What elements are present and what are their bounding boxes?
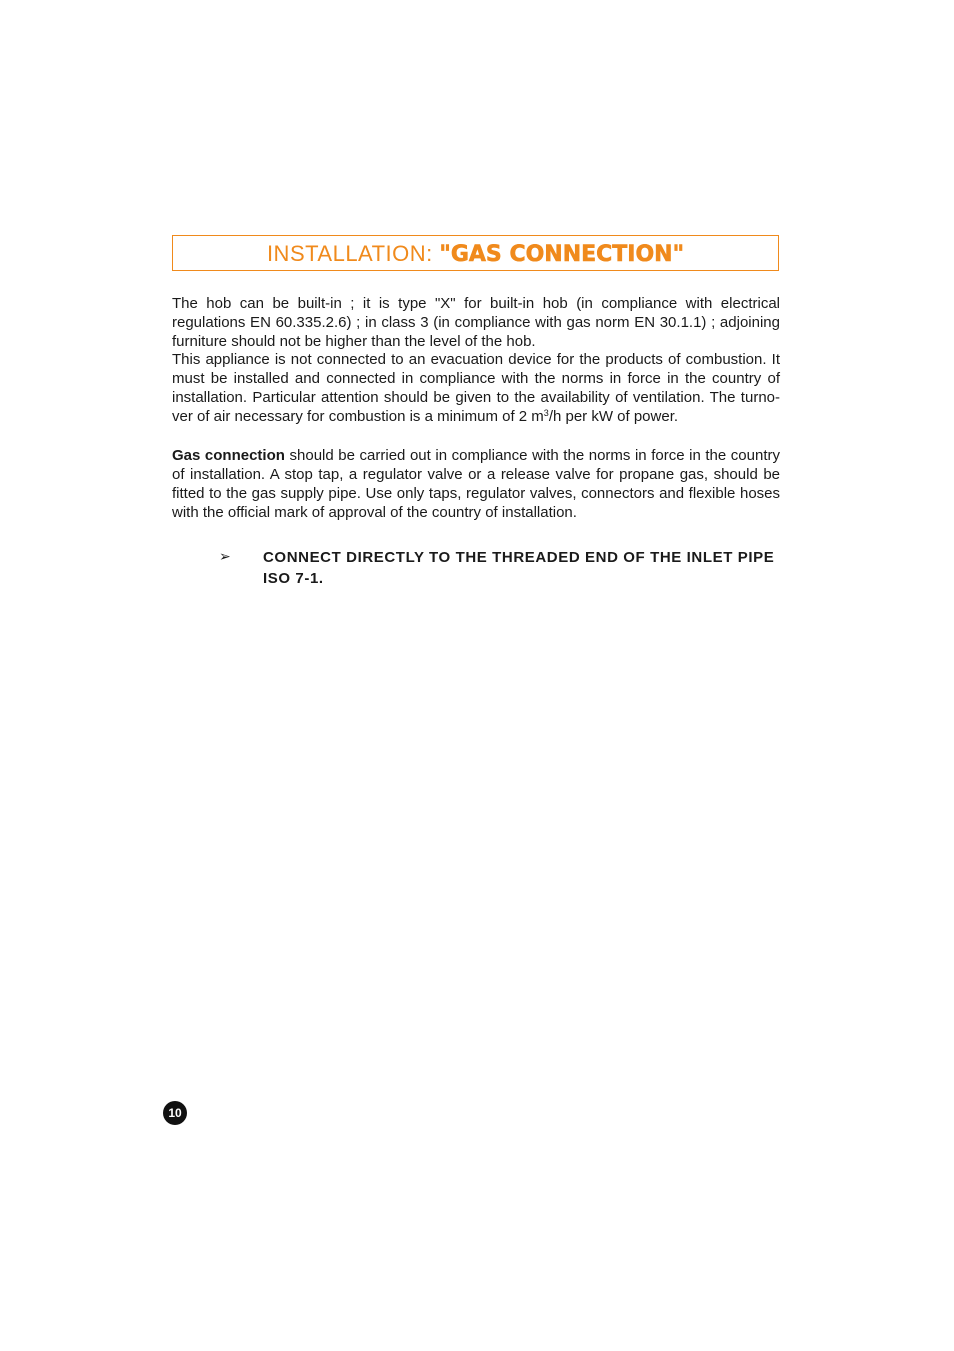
title-prefix: INSTALLATION: bbox=[266, 241, 440, 266]
paragraph-ventilation bbox=[172, 350, 780, 426]
paragraph-built-in-text: The hob can be built-in ; it is type "X" for built-in hob (in compliance with electrical regulations EN 60.335.2.6) ; in class 3 (in compliance with gas norm EN 30.1.1) ; adjoining furniture should not be higher than the level of the hob. bbox=[172, 295, 780, 350]
cubic-superscript: 3 bbox=[543, 408, 549, 418]
bullet-instruction-text: CONNECT DIRECTLY TO THE THREADED END OF THE INLET PIPE ISO 7-1. bbox=[263, 549, 775, 587]
ventilation-text-main: This appliance is not connected to an evacuation device for the products of combustion. It must be installed and connected in compliance with the norms in force in the country of installation. Particular attention should be given to the availability of ventilation. The turno-ver of air necessary for combustion is a minimum of 2 m bbox=[172, 351, 780, 425]
paragraph-ventilation-text bbox=[172, 350, 780, 426]
ventilation-text-end: /h per kW of power. bbox=[548, 408, 679, 425]
arrow-bullet-icon: ➢ bbox=[219, 548, 231, 564]
gas-connection-heading: Gas connection bbox=[172, 447, 285, 464]
section-title-box bbox=[172, 235, 779, 271]
paragraph-gas-connection bbox=[172, 446, 780, 522]
title-main: "GAS CONNECTION" bbox=[439, 242, 685, 267]
paragraph-gas-connection-text bbox=[172, 446, 780, 522]
page-number-badge: 10 bbox=[163, 1101, 187, 1125]
paragraph-built-in bbox=[172, 294, 780, 351]
gas-connection-body: should be carried out in compliance with the norms in force in the country of installation. A stop tap, a regulator valve or a release valve for propane gas, should be fitted to the gas supply pipe. Use only taps, regulator valves, connectors and flexible hoses with the official mark of approval of the country of installation. bbox=[172, 447, 781, 521]
